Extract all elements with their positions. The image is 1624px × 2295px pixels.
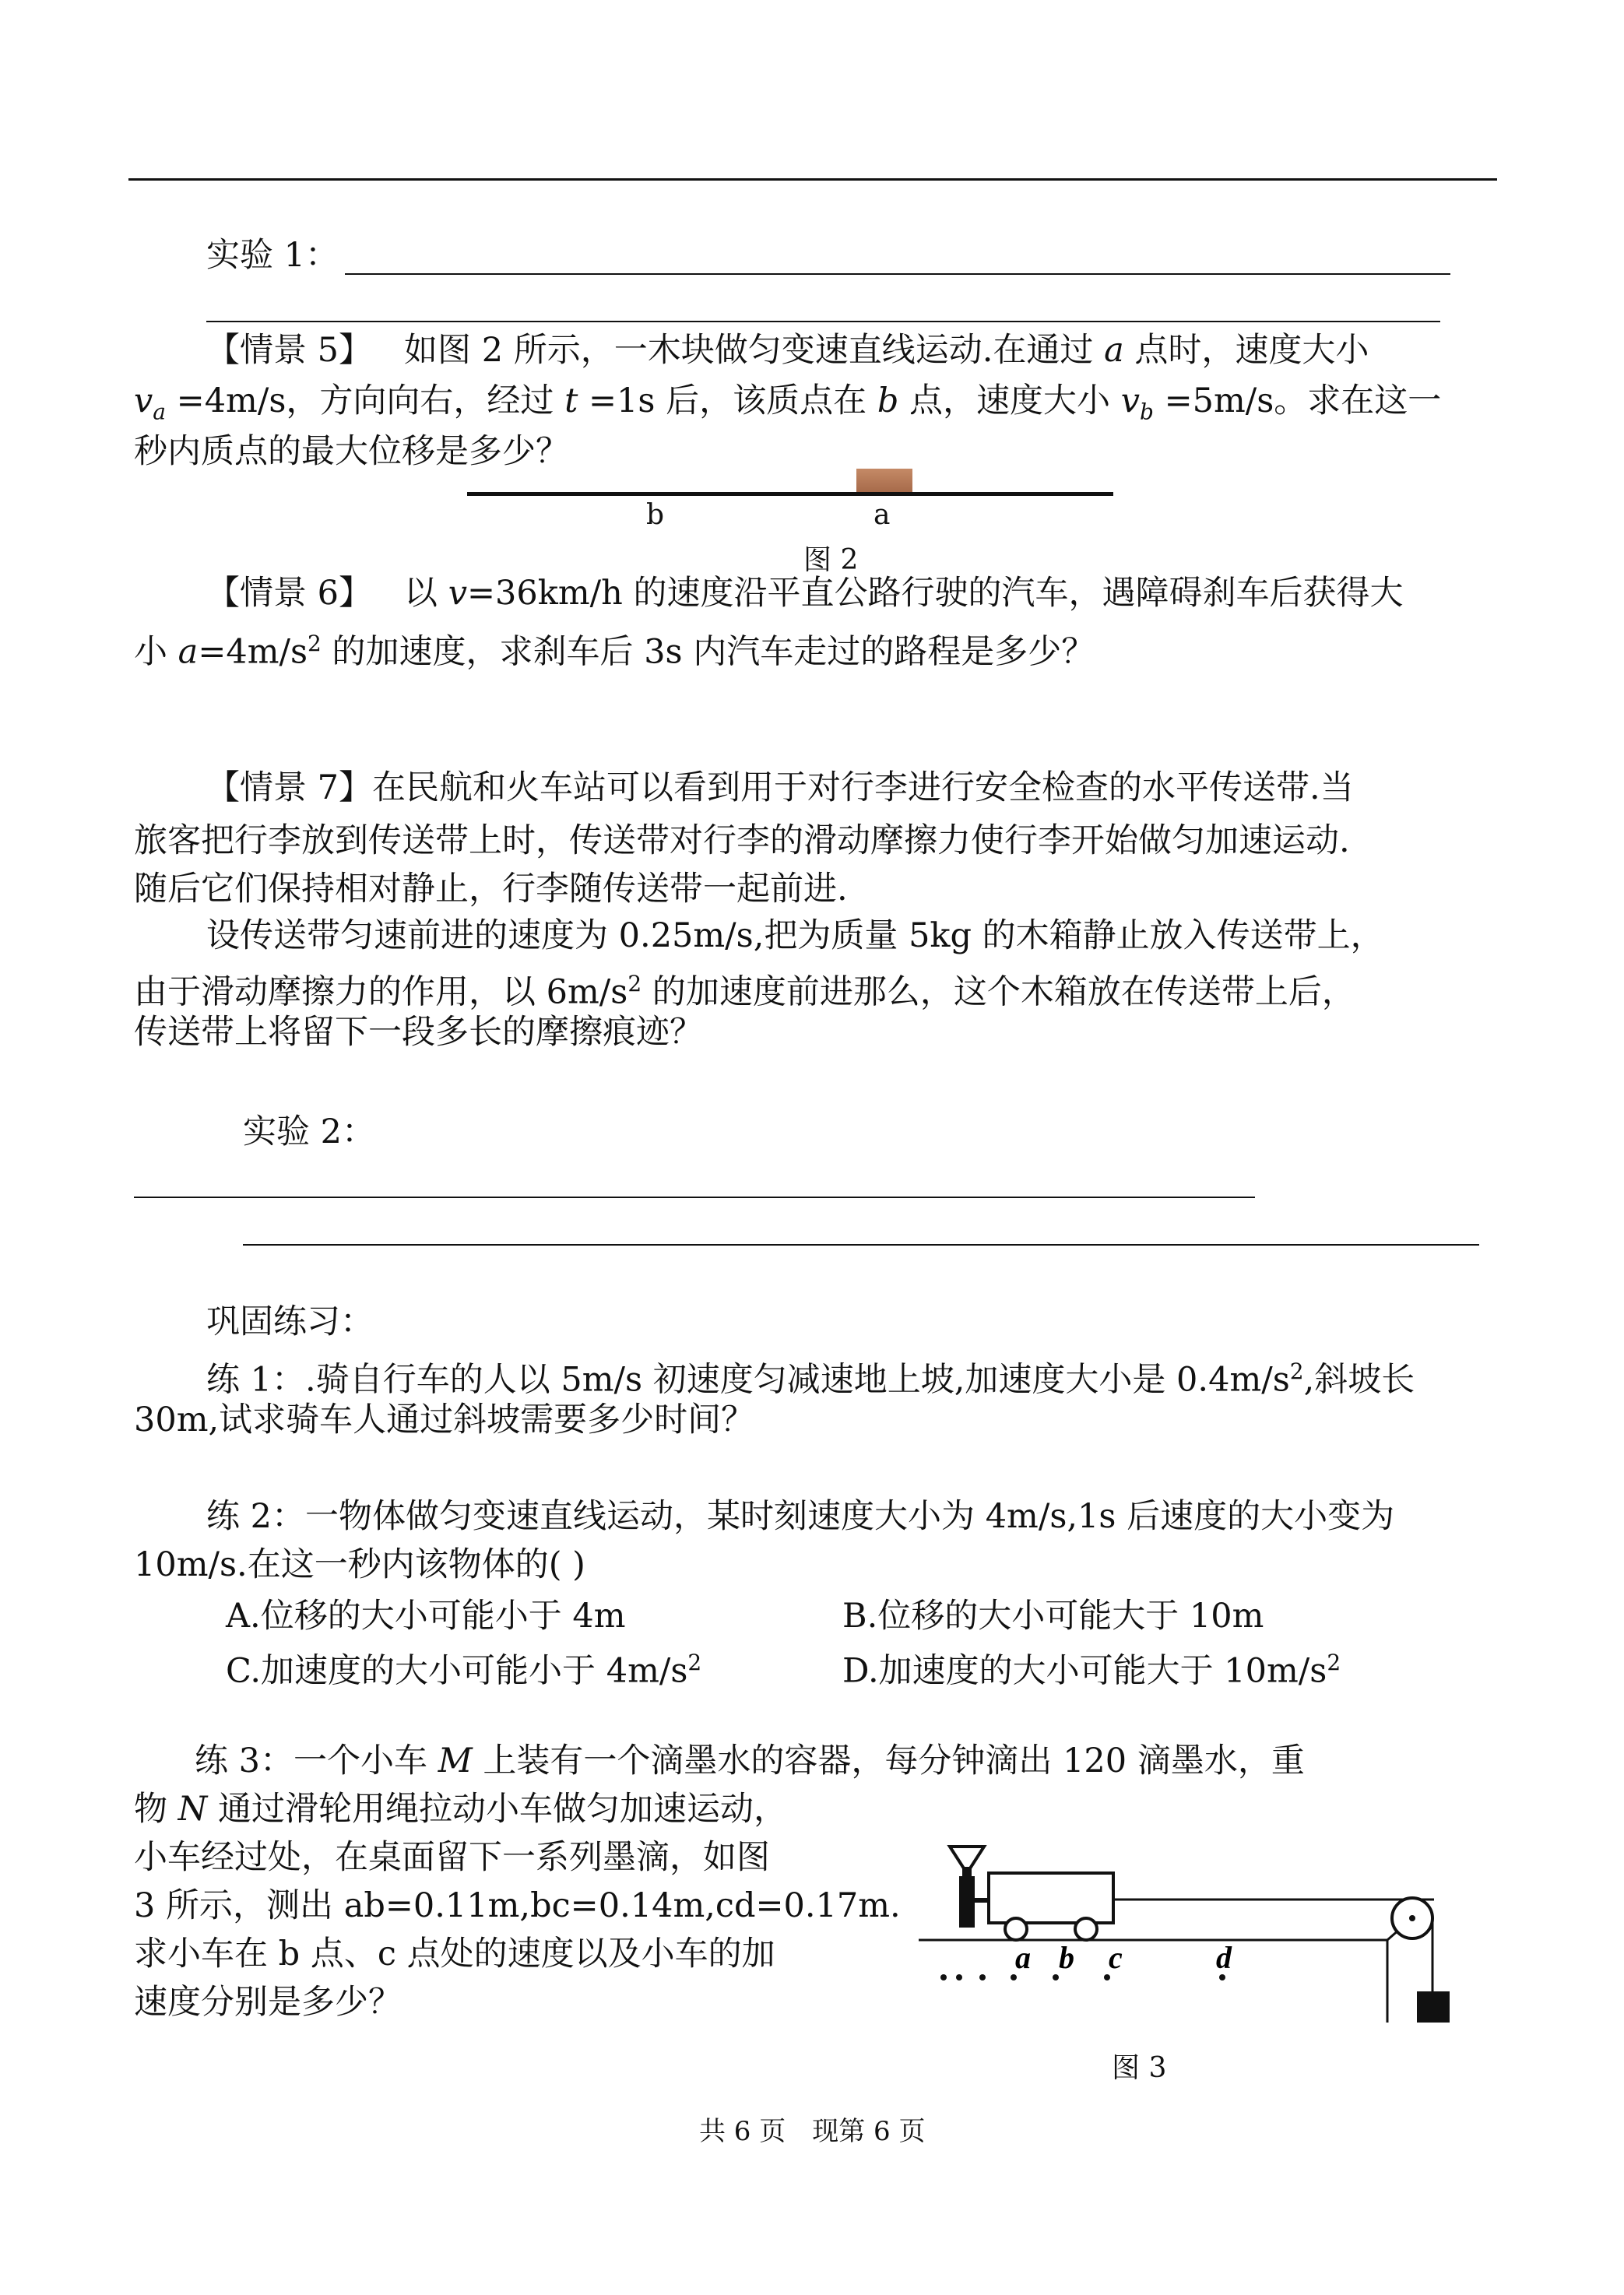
scenario5-line2 — [134, 378, 1441, 436]
exercise3-line1 — [195, 1738, 1305, 1784]
cart-wheel — [1075, 1918, 1097, 1940]
weight-n — [1417, 1991, 1450, 2023]
exercise3-line3: 小车经过处，在桌面留下一系列墨滴，如图 — [134, 1838, 770, 1877]
var-a: a — [1104, 331, 1124, 370]
exercise2-line2: 10m/s.在这一秒内该物体的( ) — [134, 1545, 585, 1584]
sub-a: a — [153, 399, 166, 425]
text-seg: 小 — [134, 632, 167, 672]
option-c — [226, 1640, 701, 1694]
cart-body — [989, 1873, 1113, 1923]
text-seg: =4m/s，方向向右，经过 — [176, 381, 554, 420]
text-seg: 由于滑动摩擦力的作用，以 6m/s — [134, 972, 628, 1012]
scenario5-heading: 【情景 5】 — [206, 331, 373, 370]
ink-drop — [979, 1974, 986, 1980]
text-seg: =4m/s — [198, 632, 308, 672]
var-a: a — [178, 632, 199, 672]
var-m: M — [438, 1741, 473, 1780]
experiment1-answer-line-2 — [206, 321, 1440, 322]
scenario7-line6: 传送带上将留下一段多长的摩擦痕迹？ — [134, 1013, 703, 1052]
text-seg: 的加速度，求刹车后 3s 内汽车走过的路程是多少？ — [332, 632, 1095, 672]
ink-drop — [1219, 1974, 1225, 1980]
cart-wheel — [1005, 1918, 1027, 1940]
figure2 — [467, 463, 1121, 580]
page-footer: 共 6 页 现第 6 页 — [699, 2116, 926, 2147]
scenario5-text-end: 点时，速度大小 — [1134, 331, 1369, 370]
point-b-label: b — [646, 499, 665, 531]
scenario7-line4: 设传送带匀速前进的速度为 0.25m/s,把为质量 5kg 的木箱静止放入传送带上， — [206, 916, 1384, 955]
drop-label-c: c — [1109, 1940, 1123, 1975]
exercise1-line2: 30m,试求骑车人通过斜坡需要多少时间？ — [134, 1401, 755, 1439]
scenario7-line5 — [134, 961, 1355, 1015]
superscript: 2 — [308, 631, 322, 656]
ink-container — [959, 1876, 975, 1928]
ink-drop — [956, 1974, 962, 1980]
pulley-axle — [1409, 1915, 1415, 1921]
scenario7-line3: 随后它们保持相对静止，行李随传送带一起前进. — [134, 870, 848, 909]
sub-b: b — [1139, 399, 1154, 425]
text-seg: 以 — [404, 574, 438, 613]
var-v: v — [448, 574, 468, 613]
container-bracket — [975, 1898, 989, 1903]
practice-heading: 巩固练习： — [206, 1302, 374, 1341]
scenario7-line1: 【情景 7】在民航和火车站可以看到用于对行李进行安全检查的水平传送带.当 — [206, 768, 1354, 807]
experiment2-label: 实验 2： — [243, 1112, 376, 1151]
text-seg: =1s 后，该质点在 — [589, 381, 867, 420]
var-v: v — [1120, 381, 1140, 420]
var-n: N — [178, 1790, 208, 1829]
drop-label-d: d — [1216, 1940, 1232, 1975]
text-seg: 通过滑轮用绳拉动小车做匀加速运动， — [217, 1790, 787, 1829]
text-seg: =36km/h 的速度沿平直公路行驶的汽车，遇障碍刹车后获得大 — [467, 574, 1404, 613]
text-seg: 练 3：一个小车 — [195, 1741, 428, 1780]
superscript: 2 — [1327, 1650, 1341, 1675]
experiment2-answer-line-2 — [243, 1244, 1479, 1246]
text-seg: D.加速度的大小可能大于 10m/s — [842, 1651, 1327, 1691]
option-a: A.位移的大小可能小于 4m — [226, 1597, 626, 1636]
wood-block — [856, 469, 912, 492]
text-seg: =5m/s。求在这一 — [1164, 381, 1442, 420]
scenario6-line1 — [206, 570, 1403, 617]
track-line — [467, 492, 1113, 496]
experiment1-answer-line — [345, 273, 1450, 275]
exercise3-line4: 3 所示，测出 ab=0.11m,bc=0.14m,cd=0.17m. — [134, 1886, 901, 1925]
drop-label-b: b — [1059, 1940, 1074, 1975]
var-v: v — [134, 381, 153, 420]
experiment2-answer-line — [134, 1197, 1255, 1198]
text-seg: 的加速度前进那么，这个木箱放在传送带上后， — [652, 972, 1355, 1012]
drop-label-a: a — [1015, 1940, 1031, 1975]
scenario7-line2: 旅客把行李放到传送带上时，传送带对行李的滑动摩擦力使行李开始做匀加速运动. — [134, 821, 1350, 860]
ink-drop — [1104, 1974, 1110, 1980]
figure3-caption: 图 3 — [1112, 2052, 1167, 2084]
exercise3-line6: 速度分别是多少？ — [134, 1983, 402, 2022]
ink-drop — [1011, 1974, 1017, 1980]
scenario5-line3: 秒内质点的最大位移是多少？ — [134, 432, 569, 471]
option-b: B.位移的大小可能大于 10m — [842, 1597, 1264, 1636]
experiment1-label: 实验 1： — [206, 236, 339, 275]
text-seg: ,斜坡长 — [1303, 1360, 1415, 1400]
scenario6-line2 — [134, 620, 1095, 675]
scenario5-text: 如图 2 所示，一木块做匀变速直线运动.在通过 — [404, 331, 1094, 370]
ink-dropper-funnel — [950, 1847, 984, 1868]
scenario5-line1 — [206, 327, 1369, 374]
scenario6-heading: 【情景 6】 — [206, 574, 373, 613]
ink-drop — [1053, 1974, 1059, 1980]
figure3 — [911, 1837, 1487, 2110]
exercise1-line1 — [206, 1348, 1415, 1403]
text-seg: 练 1：.骑自行车的人以 5m/s 初速度匀减速地上坡,加速度大小是 0.4m/s — [206, 1360, 1290, 1400]
superscript: 2 — [1289, 1358, 1304, 1384]
exercise3-line5: 求小车在 b 点、c 点处的速度以及小车的加 — [134, 1935, 775, 1973]
text-seg: 物 — [134, 1790, 167, 1829]
exercise2-line1: 练 2：一物体做匀变速直线运动，某时刻速度大小为 4m/s,1s 后速度的大小变为 — [206, 1497, 1395, 1536]
text-seg: 上装有一个滴墨水的容器，每分钟滴出 120 滴墨水，重 — [483, 1741, 1305, 1780]
text-seg: 点，速度大小 — [909, 381, 1111, 420]
exercise3-line2 — [134, 1786, 787, 1833]
ink-drop — [940, 1974, 947, 1980]
superscript: 2 — [627, 971, 642, 996]
point-a-label: a — [874, 499, 891, 531]
header-rule — [128, 178, 1497, 181]
figure2-caption: 图 2 — [803, 544, 859, 576]
text-seg: C.加速度的大小可能小于 4m/s — [226, 1651, 688, 1691]
superscript: 2 — [687, 1650, 702, 1675]
var-t: t — [564, 381, 578, 420]
var-b: b — [877, 381, 899, 420]
option-d — [842, 1640, 1341, 1694]
